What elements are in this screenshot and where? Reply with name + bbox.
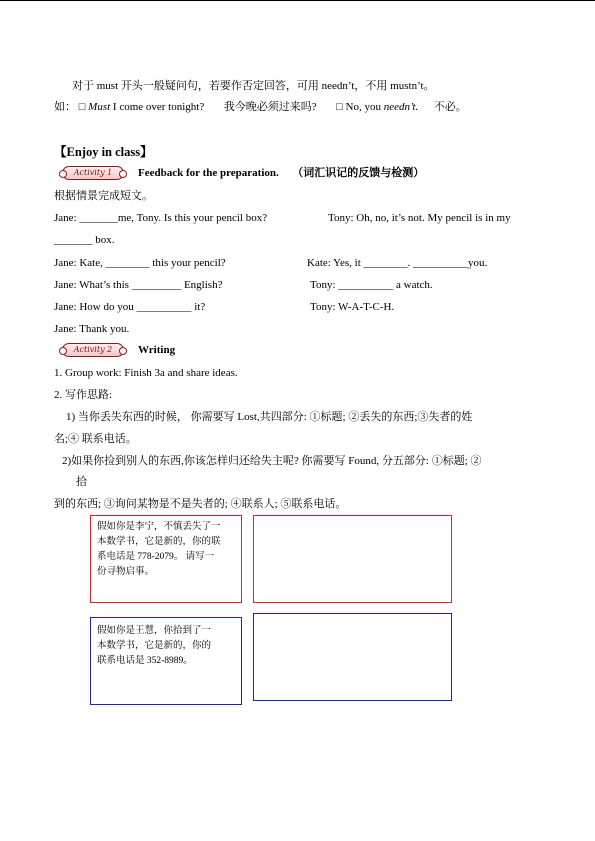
dialogue-line: Jane: What’s this _________ English? <box>54 279 223 291</box>
dialogue-line: Jane: How do you __________ it? <box>54 301 206 313</box>
grammar-example <box>54 100 467 114</box>
lost-instructions-line-2: 名;④ 联系电话。 <box>54 433 137 445</box>
lost-answer-box[interactable] <box>253 515 452 603</box>
lost-instructions-line-1: 1) 当你丢失东西的时候， 你需要写 Lost,共四部分: ①标题; ②丢失的东西;③失者的姓 <box>66 411 473 423</box>
activity-1-title-en: Feedback for the preparation. <box>138 167 279 179</box>
found-prompt-line: 本数学书，它是新的，你的 <box>97 641 212 651</box>
found-answer-box[interactable] <box>253 613 452 701</box>
activity-2-step-2: 2. 写作思路: <box>54 389 113 401</box>
found-instructions-line-1: 2)如果你捡到别人的东西,你该怎样归还给失主呢? 你需要写 Found, 分五部分: ①标题; ② <box>62 455 482 467</box>
found-prompt-box <box>90 617 242 705</box>
activity-1-badge: Activity 1 <box>62 166 124 180</box>
example-must: Must <box>88 101 111 113</box>
activity-1-title <box>138 166 424 180</box>
lost-prompt-line: 假如你是李宁，不慎丢失了一 <box>97 522 221 532</box>
dialogue-line: Tony: __________ a watch. <box>310 279 433 291</box>
lost-prompt-line: 系电话是 778-2079。 请写一 <box>97 552 215 562</box>
example-question-cn: 我今晚必须过来吗? <box>223 101 317 113</box>
found-instructions-line-3: 到的东西; ③询问某物是不是失者的; ④联系人; ⑤联系电话。 <box>54 498 347 510</box>
found-instructions-line-2: 拾 <box>76 476 87 488</box>
activity-2-step-1: 1. Group work: Finish 3a and share ideas. <box>54 367 238 379</box>
grammar-note: 对于 must 开头一般疑问句，若要作否定回答，可用 needn’t，不用 mustn’t。 <box>72 80 435 92</box>
activity-2-title: Writing <box>138 344 176 356</box>
dialogue-line: Kate: Yes, it ________. __________you. <box>307 257 488 269</box>
dialogue-line: Tony: W-A-T-C-H. <box>310 301 395 313</box>
section-title: 【Enjoy in class】 <box>54 145 153 159</box>
activity-1-instruction: 根据情景完成短文。 <box>54 190 153 202</box>
activity-1-title-cn: （词汇识记的反馈与检测） <box>292 167 425 179</box>
dialogue-line: Jane: Kate, ________ this your pencil? <box>54 257 226 269</box>
lost-prompt-line: 本数学书，它是新的，你的联 <box>97 537 221 547</box>
page-top-rule <box>0 0 595 1</box>
dialogue-line: Jane: _______me, Tony. Is this your pencil box? <box>54 212 268 224</box>
lost-prompt-line: 份寻物启事。 <box>97 567 155 577</box>
answer-mark-box: □ <box>336 101 343 113</box>
example-answer-cn: 不必。 <box>433 101 467 113</box>
example-answer: No, you <box>342 101 384 113</box>
example-needn: needn’t. <box>383 101 419 113</box>
dialogue-line: Tony: Oh, no, it’s not. My pencil is in my <box>328 212 511 224</box>
example-question: I come over tonight? <box>110 101 205 113</box>
dialogue-line: _______ box. <box>54 234 115 246</box>
lost-prompt-box <box>90 515 242 603</box>
found-prompt-line: 假如你是王慧，你拾到了一 <box>97 626 212 636</box>
example-prefix: 如： <box>54 101 76 113</box>
question-mark-box: □ <box>78 101 86 113</box>
dialogue-line: Jane: Thank you. <box>54 323 130 335</box>
found-prompt-line: 联系电话是 352-8989。 <box>97 656 193 666</box>
activity-2-badge: Activity 2 <box>62 343 124 357</box>
